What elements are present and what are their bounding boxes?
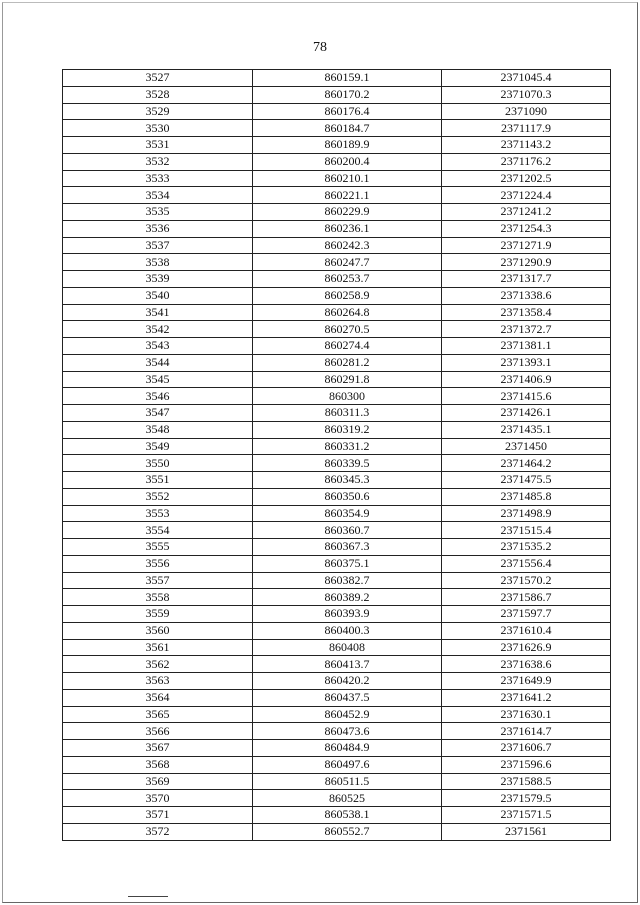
y-coordinate-cell: 2371579.5 (442, 790, 611, 807)
table-row (63, 790, 611, 807)
x-coordinate-cell: 860367.3 (253, 539, 442, 556)
x-coordinate-cell: 860236.1 (253, 220, 442, 237)
x-coordinate-cell: 860311.3 (253, 405, 442, 422)
y-coordinate-cell: 2371596.6 (442, 756, 611, 773)
x-coordinate-cell: 860354.9 (253, 505, 442, 522)
point-number-cell: 3531 (63, 137, 253, 154)
table-row (63, 723, 611, 740)
x-coordinate-cell: 860382.7 (253, 572, 442, 589)
x-coordinate-cell: 860420.2 (253, 673, 442, 690)
x-coordinate-cell: 860247.7 (253, 254, 442, 271)
table-row (63, 622, 611, 639)
point-number-cell: 3550 (63, 455, 253, 472)
y-coordinate-cell: 2371498.9 (442, 505, 611, 522)
x-coordinate-cell: 860350.6 (253, 488, 442, 505)
point-number-cell: 3537 (63, 237, 253, 254)
y-coordinate-cell: 2371317.7 (442, 271, 611, 288)
point-number-cell: 3554 (63, 522, 253, 539)
y-coordinate-cell: 2371515.4 (442, 522, 611, 539)
point-number-cell: 3561 (63, 639, 253, 656)
y-coordinate-cell: 2371271.9 (442, 237, 611, 254)
table-row (63, 204, 611, 221)
y-coordinate-cell: 2371649.9 (442, 673, 611, 690)
table-row (63, 773, 611, 790)
x-coordinate-cell: 860339.5 (253, 455, 442, 472)
x-coordinate-cell: 860375.1 (253, 555, 442, 572)
point-number-cell: 3530 (63, 120, 253, 137)
point-number-cell: 3548 (63, 421, 253, 438)
point-number-cell: 3547 (63, 405, 253, 422)
point-number-cell: 3533 (63, 170, 253, 187)
point-number-cell: 3557 (63, 572, 253, 589)
point-number-cell: 3539 (63, 271, 253, 288)
table-row (63, 287, 611, 304)
point-number-cell: 3571 (63, 807, 253, 824)
point-number-cell: 3563 (63, 673, 253, 690)
x-coordinate-cell: 860497.6 (253, 756, 442, 773)
x-coordinate-cell: 860345.3 (253, 472, 442, 489)
y-coordinate-cell: 2371143.2 (442, 137, 611, 154)
table-row (63, 756, 611, 773)
x-coordinate-cell: 860413.7 (253, 656, 442, 673)
y-coordinate-cell: 2371070.3 (442, 86, 611, 103)
y-coordinate-cell: 2371586.7 (442, 589, 611, 606)
table-row (63, 740, 611, 757)
y-coordinate-cell: 2371485.8 (442, 488, 611, 505)
x-coordinate-cell: 860360.7 (253, 522, 442, 539)
y-coordinate-cell: 2371606.7 (442, 740, 611, 757)
x-coordinate-cell: 860274.4 (253, 338, 442, 355)
point-number-cell: 3546 (63, 388, 253, 405)
point-number-cell: 3527 (63, 70, 253, 87)
table-row (63, 120, 611, 137)
point-number-cell: 3551 (63, 472, 253, 489)
y-coordinate-cell: 2371597.7 (442, 606, 611, 623)
point-number-cell: 3564 (63, 689, 253, 706)
x-coordinate-cell: 860437.5 (253, 689, 442, 706)
table-row (63, 338, 611, 355)
point-number-cell: 3543 (63, 338, 253, 355)
x-coordinate-cell: 860552.7 (253, 823, 442, 840)
y-coordinate-cell: 2371588.5 (442, 773, 611, 790)
x-coordinate-cell: 860400.3 (253, 622, 442, 639)
point-number-cell: 3544 (63, 354, 253, 371)
table-row (63, 472, 611, 489)
point-number-cell: 3534 (63, 187, 253, 204)
y-coordinate-cell: 2371570.2 (442, 572, 611, 589)
y-coordinate-cell: 2371393.1 (442, 354, 611, 371)
point-number-cell: 3552 (63, 488, 253, 505)
point-number-cell: 3535 (63, 204, 253, 221)
y-coordinate-cell: 2371241.2 (442, 204, 611, 221)
y-coordinate-cell: 2371045.4 (442, 70, 611, 87)
table-row (63, 488, 611, 505)
table-row (63, 455, 611, 472)
table-row (63, 170, 611, 187)
table-row (63, 103, 611, 120)
x-coordinate-cell: 860525 (253, 790, 442, 807)
x-coordinate-cell: 860319.2 (253, 421, 442, 438)
x-coordinate-cell: 860258.9 (253, 287, 442, 304)
y-coordinate-cell: 2371450 (442, 438, 611, 455)
table-row (63, 137, 611, 154)
point-number-cell: 3562 (63, 656, 253, 673)
table-row (63, 673, 611, 690)
point-number-cell: 3560 (63, 622, 253, 639)
y-coordinate-cell: 2371435.1 (442, 421, 611, 438)
x-coordinate-cell: 860331.2 (253, 438, 442, 455)
x-coordinate-cell: 860389.2 (253, 589, 442, 606)
y-coordinate-cell: 2371610.4 (442, 622, 611, 639)
x-coordinate-cell: 860473.6 (253, 723, 442, 740)
x-coordinate-cell: 860300 (253, 388, 442, 405)
point-number-cell: 3565 (63, 706, 253, 723)
table-row (63, 606, 611, 623)
table-row (63, 639, 611, 656)
y-coordinate-cell: 2371290.9 (442, 254, 611, 271)
x-coordinate-cell: 860200.4 (253, 153, 442, 170)
table-row (63, 522, 611, 539)
y-coordinate-cell: 2371556.4 (442, 555, 611, 572)
table-row (63, 388, 611, 405)
y-coordinate-cell: 2371535.2 (442, 539, 611, 556)
x-coordinate-cell: 860176.4 (253, 103, 442, 120)
x-coordinate-cell: 860159.1 (253, 70, 442, 87)
y-coordinate-cell: 2371224.4 (442, 187, 611, 204)
point-number-cell: 3540 (63, 287, 253, 304)
y-coordinate-cell: 2371464.2 (442, 455, 611, 472)
coordinates-table (62, 69, 611, 841)
point-number-cell: 3542 (63, 321, 253, 338)
y-coordinate-cell: 2371372.7 (442, 321, 611, 338)
y-coordinate-cell: 2371475.5 (442, 472, 611, 489)
y-coordinate-cell: 2371381.1 (442, 338, 611, 355)
point-number-cell: 3555 (63, 539, 253, 556)
table-row (63, 153, 611, 170)
point-number-cell: 3570 (63, 790, 253, 807)
y-coordinate-cell: 2371561 (442, 823, 611, 840)
point-number-cell: 3541 (63, 304, 253, 321)
point-number-cell: 3536 (63, 220, 253, 237)
y-coordinate-cell: 2371638.6 (442, 656, 611, 673)
y-coordinate-cell: 2371338.6 (442, 287, 611, 304)
table-row (63, 505, 611, 522)
point-number-cell: 3545 (63, 371, 253, 388)
y-coordinate-cell: 2371626.9 (442, 639, 611, 656)
x-coordinate-cell: 860229.9 (253, 204, 442, 221)
scan-mark (128, 896, 168, 897)
page-number: 78 (313, 40, 327, 55)
y-coordinate-cell: 2371202.5 (442, 170, 611, 187)
y-coordinate-cell: 2371090 (442, 103, 611, 120)
table-row (63, 689, 611, 706)
x-coordinate-cell: 860408 (253, 639, 442, 656)
table-row (63, 823, 611, 840)
point-number-cell: 3549 (63, 438, 253, 455)
y-coordinate-cell: 2371254.3 (442, 220, 611, 237)
y-coordinate-cell: 2371630.1 (442, 706, 611, 723)
table-row (63, 539, 611, 556)
point-number-cell: 3567 (63, 740, 253, 757)
point-number-cell: 3529 (63, 103, 253, 120)
point-number-cell: 3559 (63, 606, 253, 623)
table-row (63, 438, 611, 455)
y-coordinate-cell: 2371614.7 (442, 723, 611, 740)
table-row (63, 220, 611, 237)
y-coordinate-cell: 2371176.2 (442, 153, 611, 170)
y-coordinate-cell: 2371571.5 (442, 807, 611, 824)
x-coordinate-cell: 860184.7 (253, 120, 442, 137)
x-coordinate-cell: 860291.8 (253, 371, 442, 388)
x-coordinate-cell: 860484.9 (253, 740, 442, 757)
point-number-cell: 3556 (63, 555, 253, 572)
table-row (63, 271, 611, 288)
x-coordinate-cell: 860170.2 (253, 86, 442, 103)
table-row (63, 187, 611, 204)
x-coordinate-cell: 860253.7 (253, 271, 442, 288)
y-coordinate-cell: 2371406.9 (442, 371, 611, 388)
x-coordinate-cell: 860538.1 (253, 807, 442, 824)
point-number-cell: 3532 (63, 153, 253, 170)
x-coordinate-cell: 860270.5 (253, 321, 442, 338)
point-number-cell: 3566 (63, 723, 253, 740)
table-row (63, 405, 611, 422)
y-coordinate-cell: 2371641.2 (442, 689, 611, 706)
x-coordinate-cell: 860221.1 (253, 187, 442, 204)
table-row (63, 371, 611, 388)
y-coordinate-cell: 2371415.6 (442, 388, 611, 405)
x-coordinate-cell: 860393.9 (253, 606, 442, 623)
x-coordinate-cell: 860210.1 (253, 170, 442, 187)
x-coordinate-cell: 860281.2 (253, 354, 442, 371)
table-row (63, 321, 611, 338)
x-coordinate-cell: 860452.9 (253, 706, 442, 723)
x-coordinate-cell: 860242.3 (253, 237, 442, 254)
point-number-cell: 3569 (63, 773, 253, 790)
point-number-cell: 3558 (63, 589, 253, 606)
x-coordinate-cell: 860264.8 (253, 304, 442, 321)
table-row (63, 70, 611, 87)
point-number-cell: 3568 (63, 756, 253, 773)
y-coordinate-cell: 2371117.9 (442, 120, 611, 137)
table-row (63, 254, 611, 271)
x-coordinate-cell: 860511.5 (253, 773, 442, 790)
table-row (63, 354, 611, 371)
y-coordinate-cell: 2371358.4 (442, 304, 611, 321)
y-coordinate-cell: 2371426.1 (442, 405, 611, 422)
table-row (63, 572, 611, 589)
point-number-cell: 3553 (63, 505, 253, 522)
x-coordinate-cell: 860189.9 (253, 137, 442, 154)
table-row (63, 706, 611, 723)
table-row (63, 237, 611, 254)
table-row (63, 589, 611, 606)
table-row (63, 555, 611, 572)
table-row (63, 656, 611, 673)
point-number-cell: 3528 (63, 86, 253, 103)
table-row (63, 807, 611, 824)
point-number-cell: 3538 (63, 254, 253, 271)
point-number-cell: 3572 (63, 823, 253, 840)
table-row (63, 421, 611, 438)
table-row (63, 304, 611, 321)
coordinates-table-body (63, 70, 611, 841)
table-row (63, 86, 611, 103)
